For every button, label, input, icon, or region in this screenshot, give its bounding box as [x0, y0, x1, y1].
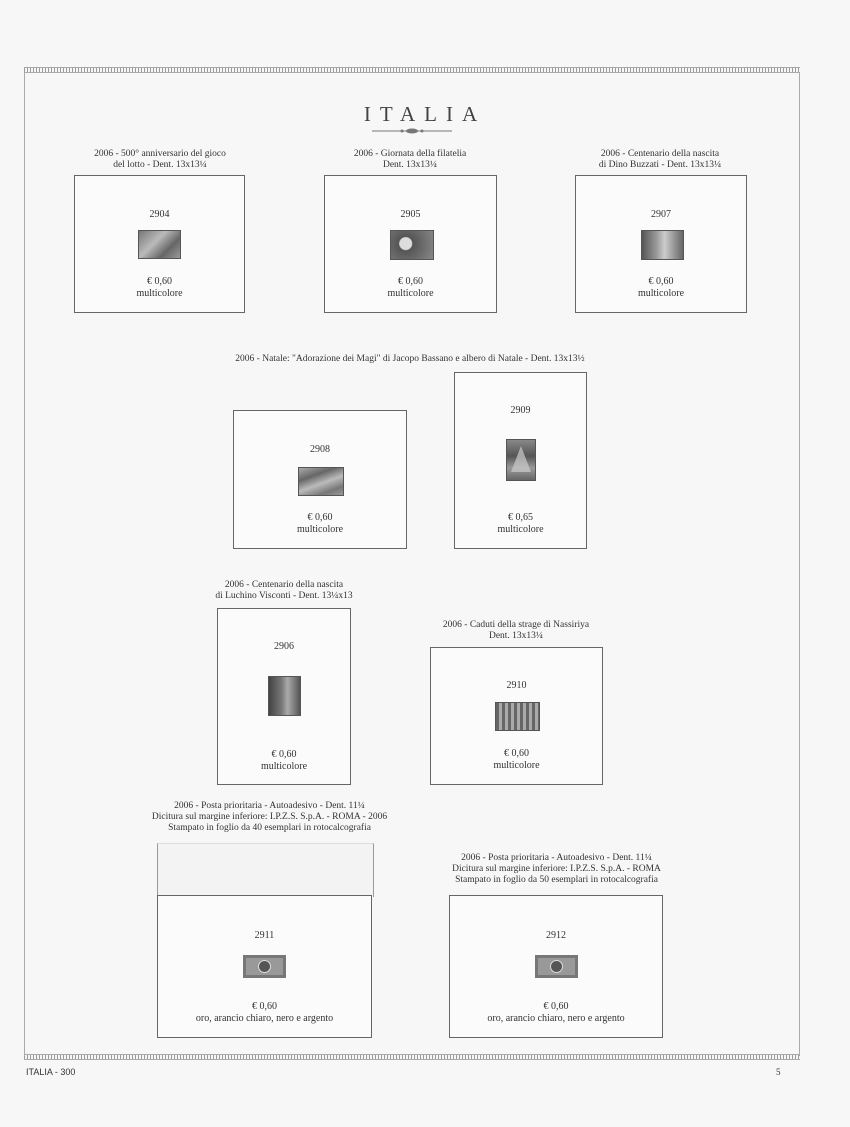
- catalog-number: 2912: [546, 930, 566, 941]
- stamp-value: € 0,60: [307, 512, 333, 523]
- stamp-image: [243, 955, 286, 978]
- caption-2911: 2006 - Posta prioritaria - Autoadesivo - Dent. 11¼ Dicitura sul margine inferiore: I.P.Z.S. S.p.A. - ROMA - 2006 Stampato in foglio da 40 esemplari in rotocalcografia: [151, 801, 388, 833]
- stamp-mount-2906: [217, 608, 351, 785]
- stamp-value: € 0,60: [147, 276, 172, 287]
- title-ornament: [372, 127, 452, 135]
- catalog-number: 2907: [651, 209, 671, 220]
- stamp-colors: multicolore: [260, 761, 308, 772]
- stamp-colors: multicolore: [497, 524, 544, 535]
- left-border-line: [24, 72, 25, 1056]
- stamp-value: € 0,60: [271, 749, 297, 760]
- caption-2904: 2006 - 500° anniversario del gioco del lotto - Dent. 13x13¼: [94, 149, 226, 170]
- stamp-colors: oro, arancio chiaro, nero e argento: [195, 1013, 334, 1024]
- stamp-image: [506, 439, 536, 481]
- stamp-mount-2910: [430, 647, 603, 785]
- stamp-colors: multicolore: [296, 524, 344, 535]
- stamp-mount-2904: [74, 175, 245, 313]
- catalog-number: 2909: [510, 405, 531, 416]
- stamp-image: [268, 676, 301, 716]
- stamp-mount-2911: [157, 895, 372, 1038]
- stamp-mount-2905: [324, 175, 497, 313]
- caption-natale: 2006 - Natale: "Adorazione dei Magi" di Jacopo Bassano e albero di Natale - Dent. 13x13½: [235, 354, 585, 364]
- stamp-colors: multicolore: [493, 760, 540, 771]
- catalog-number: 2904: [149, 209, 170, 220]
- stamp-image: [390, 230, 434, 260]
- caption-2910: 2006 - Caduti della strage di Nassiriya Dent. 13x13¼: [442, 620, 590, 641]
- stamp-value: € 0,60: [398, 276, 423, 287]
- footer-series-label: ITALIA - 300: [26, 1067, 76, 1077]
- stamp-value: € 0,60: [504, 748, 529, 759]
- caption-2907: 2006 - Centenario della nascita di Dino Buzzati - Dent. 13x13¼: [598, 149, 722, 170]
- stamp-value: € 0,60: [543, 1001, 569, 1012]
- caption-2906: 2006 - Centenario della nascita di Luchino Visconti - Dent. 13¼x13: [215, 580, 353, 601]
- catalog-number: 2908: [310, 444, 330, 455]
- stamp-colors: multicolore: [136, 288, 183, 299]
- caption-2905: 2006 - Giornata della filatelia Dent. 13x13¼: [353, 149, 467, 170]
- stamp-image: [495, 702, 540, 731]
- stamp-colors: oro, arancio chiaro, nero e argento: [487, 1013, 625, 1024]
- stamp-mount-2907: [575, 175, 747, 313]
- priority-mail-icon: [246, 958, 283, 975]
- top-border-rule: [24, 67, 800, 73]
- right-border-line: [799, 72, 800, 1056]
- stamp-mount-2912: [449, 895, 663, 1038]
- catalog-number: 2910: [506, 680, 527, 691]
- catalog-number: 2911: [254, 930, 275, 941]
- stamp-colors: multicolore: [387, 288, 434, 299]
- stamp-image: [298, 467, 344, 496]
- stamp-image: [535, 955, 578, 978]
- stamp-value: € 0,60: [648, 276, 674, 287]
- caption-2912: 2006 - Posta prioritaria - Autoadesivo - Dent. 11¼ Dicitura sul margine inferiore: I.P.Z.S. S.p.A. - ROMA Stampato in foglio da 50 esemplari in rotocalcografia: [452, 853, 661, 885]
- stamp-value: € 0,65: [508, 512, 533, 523]
- christmas-tree-icon: [507, 440, 535, 480]
- stamp-image: [641, 230, 684, 260]
- stamp-colors: multicolore: [637, 288, 685, 299]
- priority-mail-icon: [538, 958, 575, 975]
- page-number: 5: [776, 1067, 781, 1077]
- stamp-value: € 0,60: [252, 1001, 277, 1012]
- bottom-border-rule: [24, 1054, 800, 1060]
- catalog-number: 2906: [274, 641, 294, 652]
- stamp-image: [138, 230, 181, 259]
- catalog-number: 2905: [400, 209, 421, 220]
- sheet-selvage: [157, 843, 374, 897]
- page-title: ITALIA: [363, 102, 487, 126]
- stamp-mount-2909: [454, 372, 587, 549]
- stamp-mount-2908: [233, 410, 407, 549]
